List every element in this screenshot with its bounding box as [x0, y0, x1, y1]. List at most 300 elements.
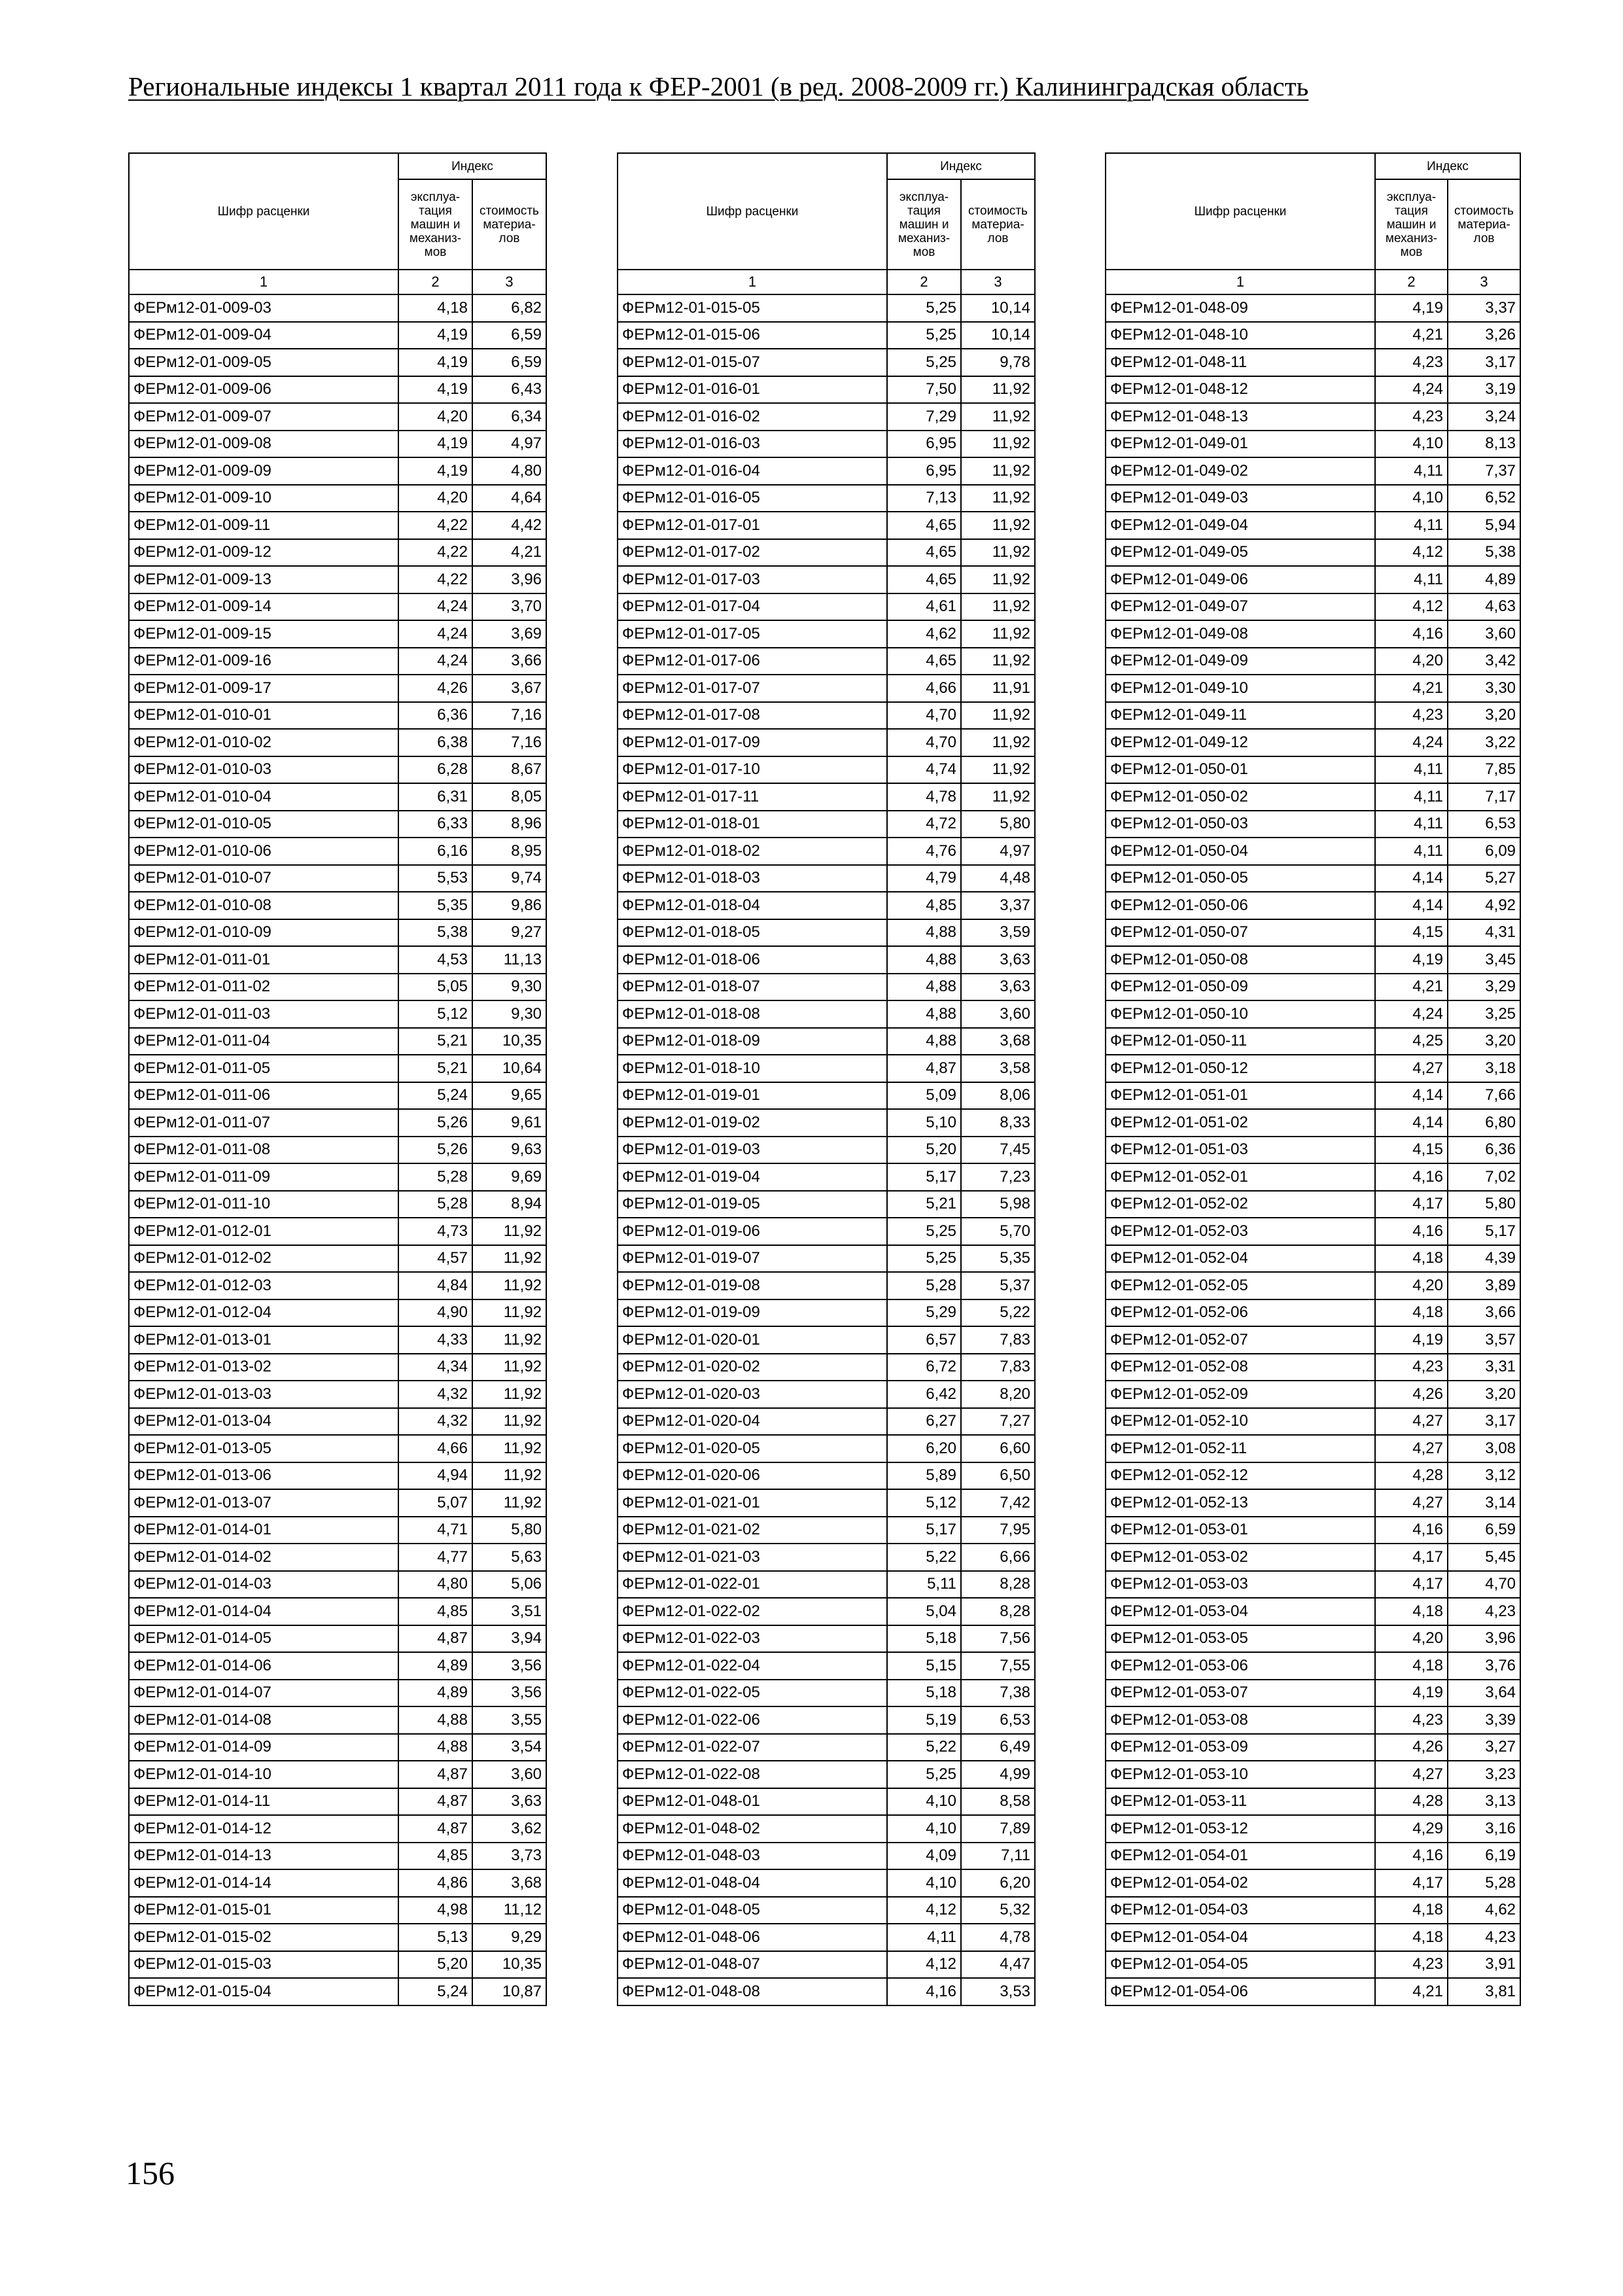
- table-row: [618, 1272, 1035, 1299]
- column-number-2: 2: [1375, 270, 1448, 294]
- machines-index-cell: 4,24: [398, 620, 472, 648]
- materials-index-cell: 9,74: [472, 865, 546, 892]
- materials-index-cell: 3,66: [472, 648, 546, 675]
- table-row: [618, 1924, 1035, 1951]
- rate-code-cell: ФЕРм12-01-019-07: [618, 1245, 887, 1273]
- rate-code-cell: ФЕРм12-01-017-08: [618, 702, 887, 730]
- materials-index-cell: 11,92: [961, 566, 1035, 593]
- table-row: [129, 702, 546, 730]
- machines-index-cell: 4,19: [398, 457, 472, 485]
- machines-index-cell: 4,27: [1375, 1435, 1448, 1462]
- rate-code-cell: ФЕРм12-01-011-04: [129, 1028, 398, 1055]
- rate-code-cell: ФЕРм12-01-048-04: [618, 1869, 887, 1897]
- rate-code-cell: ФЕРм12-01-013-05: [129, 1435, 398, 1462]
- table-row: [618, 1163, 1035, 1191]
- table-row: [129, 1000, 546, 1028]
- materials-index-cell: 3,37: [1448, 294, 1520, 322]
- machines-index-cell: 4,34: [398, 1354, 472, 1381]
- machines-index-cell: 4,12: [1375, 593, 1448, 621]
- rate-code-cell: ФЕРм12-01-010-02: [129, 729, 398, 756]
- rate-code-cell: ФЕРм12-01-016-04: [618, 457, 887, 485]
- table-row: [1106, 1706, 1520, 1734]
- table-row: [618, 1815, 1035, 1843]
- index-header: Индекс: [887, 153, 1035, 179]
- machines-index-cell: 4,20: [398, 485, 472, 512]
- table-row: [129, 1517, 546, 1544]
- rate-code-cell: ФЕРм12-01-010-04: [129, 783, 398, 811]
- machines-index-cell: 4,94: [398, 1462, 472, 1490]
- machines-index-cell: 4,16: [1375, 1163, 1448, 1191]
- machines-index-cell: 4,88: [887, 1000, 961, 1028]
- rate-code-cell: ФЕРм12-01-009-14: [129, 593, 398, 621]
- machines-index-cell: 4,18: [1375, 1299, 1448, 1327]
- machines-index-cell: 4,73: [398, 1218, 472, 1245]
- materials-index-cell: 4,62: [1448, 1897, 1520, 1924]
- machines-index-cell: 5,53: [398, 865, 472, 892]
- rate-code-cell: ФЕРм12-01-050-10: [1106, 1000, 1375, 1028]
- rate-code-cell: ФЕРм12-01-053-10: [1106, 1761, 1375, 1788]
- rate-code-cell: ФЕРм12-01-052-06: [1106, 1299, 1375, 1327]
- machines-index-cell: 4,23: [1375, 1951, 1448, 1979]
- rate-code-cell: ФЕРм12-01-049-04: [1106, 512, 1375, 539]
- table-row: [618, 675, 1035, 702]
- table-row: [1106, 1625, 1520, 1653]
- page-number: 156: [126, 2155, 175, 2191]
- rate-code-cell: ФЕРм12-01-053-09: [1106, 1734, 1375, 1761]
- table-row: [129, 1245, 546, 1273]
- rate-code-cell: ФЕРм12-01-013-06: [129, 1462, 398, 1490]
- materials-index-cell: 3,59: [961, 919, 1035, 947]
- rate-code-cell: ФЕРм12-01-009-04: [129, 322, 398, 349]
- rate-code-cell: ФЕРм12-01-020-01: [618, 1326, 887, 1354]
- rate-code-cell: ФЕРм12-01-052-04: [1106, 1245, 1375, 1273]
- rate-code-cell: ФЕРм12-01-010-01: [129, 702, 398, 730]
- rate-code-cell: ФЕРм12-01-019-05: [618, 1191, 887, 1218]
- rate-code-cell: ФЕРм12-01-053-07: [1106, 1680, 1375, 1707]
- rate-code-cell: ФЕРм12-01-012-03: [129, 1272, 398, 1299]
- materials-index-cell: 11,12: [472, 1897, 546, 1924]
- materials-index-cell: 3,58: [961, 1055, 1035, 1082]
- table-row: [129, 1354, 546, 1381]
- machines-index-cell: 5,28: [398, 1163, 472, 1191]
- machines-index-cell: 4,11: [1375, 783, 1448, 811]
- materials-index-cell: 8,06: [961, 1082, 1035, 1110]
- machines-index-cell: 4,71: [398, 1517, 472, 1544]
- rate-code-cell: ФЕРм12-01-009-12: [129, 539, 398, 567]
- machines-index-cell: 4,15: [1375, 1137, 1448, 1164]
- materials-index-cell: 5,80: [961, 811, 1035, 838]
- machines-index-cell: 4,20: [398, 403, 472, 431]
- rate-code-cell: ФЕРм12-01-017-05: [618, 620, 887, 648]
- machines-index-cell: 4,77: [398, 1544, 472, 1571]
- rate-code-cell: ФЕРм12-01-009-11: [129, 512, 398, 539]
- materials-index-cell: 11,92: [961, 620, 1035, 648]
- table-row: [618, 1408, 1035, 1436]
- machines-index-cell: 4,85: [398, 1598, 472, 1625]
- machines-index-cell: 4,21: [1375, 322, 1448, 349]
- materials-index-cell: 7,45: [961, 1137, 1035, 1164]
- table-row: [1106, 1978, 1520, 2005]
- machines-index-cell: 5,18: [887, 1625, 961, 1653]
- table-row: [618, 729, 1035, 756]
- table-row: [618, 1435, 1035, 1462]
- rate-code-cell: ФЕРм12-01-053-11: [1106, 1788, 1375, 1816]
- rate-code-cell: ФЕРм12-01-009-10: [129, 485, 398, 512]
- table-row: [618, 1218, 1035, 1245]
- rate-code-cell: ФЕРм12-01-050-08: [1106, 946, 1375, 974]
- rate-code-cell: ФЕРм12-01-009-03: [129, 294, 398, 322]
- table-row: [129, 946, 546, 974]
- machines-index-cell: 5,26: [398, 1137, 472, 1164]
- table-row: [129, 403, 546, 431]
- materials-index-cell: 11,92: [472, 1435, 546, 1462]
- materials-index-cell: 3,22: [1448, 729, 1520, 756]
- table-row: [618, 648, 1035, 675]
- rate-code-cell: ФЕРм12-01-009-17: [129, 675, 398, 702]
- machines-index-cell: 6,95: [887, 431, 961, 458]
- machines-index-cell: 4,57: [398, 1245, 472, 1273]
- machines-index-cell: 4,74: [887, 756, 961, 784]
- materials-index-cell: 5,28: [1448, 1869, 1520, 1897]
- materials-index-cell: 7,83: [961, 1354, 1035, 1381]
- table-row: [1106, 349, 1520, 376]
- rate-code-cell: ФЕРм12-01-011-01: [129, 946, 398, 974]
- table-row: [1106, 1924, 1520, 1951]
- materials-index-cell: 5,35: [961, 1245, 1035, 1273]
- rate-code-cell: ФЕРм12-01-010-06: [129, 838, 398, 865]
- machines-index-cell: 4,98: [398, 1897, 472, 1924]
- rate-code-cell: ФЕРм12-01-019-01: [618, 1082, 887, 1110]
- table-row: [1106, 566, 1520, 593]
- table-row: [129, 919, 546, 947]
- rate-code-cell: ФЕРм12-01-012-01: [129, 1218, 398, 1245]
- machines-index-cell: 4,11: [1375, 756, 1448, 784]
- rate-code-cell: ФЕРм12-01-015-03: [129, 1951, 398, 1979]
- table-row: [618, 1625, 1035, 1653]
- rate-code-cell: ФЕРм12-01-009-16: [129, 648, 398, 675]
- materials-index-cell: 3,08: [1448, 1435, 1520, 1462]
- materials-index-cell: 3,60: [1448, 620, 1520, 648]
- machines-index-cell: 4,23: [1375, 1354, 1448, 1381]
- machines-index-cell: 4,62: [887, 620, 961, 648]
- materials-index-cell: 3,81: [1448, 1978, 1520, 2005]
- materials-index-cell: 9,29: [472, 1924, 546, 1951]
- table-row: [1106, 1652, 1520, 1680]
- machines-index-cell: 5,29: [887, 1299, 961, 1327]
- machines-index-cell: 4,14: [1375, 1109, 1448, 1137]
- table-row: [618, 1191, 1035, 1218]
- materials-index-cell: 3,39: [1448, 1706, 1520, 1734]
- materials-index-cell: 9,30: [472, 1000, 546, 1028]
- materials-index-cell: 3,66: [1448, 1299, 1520, 1327]
- machines-index-cell: 5,15: [887, 1652, 961, 1680]
- machines-index-cell: 4,87: [398, 1761, 472, 1788]
- rate-code-cell: ФЕРм12-01-049-03: [1106, 485, 1375, 512]
- table-row: [129, 1869, 546, 1897]
- table-row: [1106, 648, 1520, 675]
- column-number-1: 1: [129, 270, 398, 294]
- table-row: [1106, 865, 1520, 892]
- rate-code-cell: ФЕРм12-01-017-04: [618, 593, 887, 621]
- table-row: [1106, 1462, 1520, 1490]
- table-row: [618, 811, 1035, 838]
- table-body: [129, 294, 546, 2005]
- machines-index-cell: 4,32: [398, 1381, 472, 1408]
- materials-index-cell: 5,27: [1448, 865, 1520, 892]
- machines-index-cell: 4,85: [398, 1843, 472, 1870]
- materials-index-cell: 9,86: [472, 892, 546, 919]
- materials-index-cell: 6,59: [1448, 1517, 1520, 1544]
- table-row: [129, 1680, 546, 1707]
- machines-index-cell: 5,35: [398, 892, 472, 919]
- rate-code-cell: ФЕРм12-01-010-05: [129, 811, 398, 838]
- machines-index-cell: 4,26: [1375, 1381, 1448, 1408]
- machines-index-cell: 4,66: [887, 675, 961, 702]
- rate-code-cell: ФЕРм12-01-018-08: [618, 1000, 887, 1028]
- rate-code-cell: ФЕРм12-01-015-04: [129, 1978, 398, 2005]
- machines-header: эксплуа- тация машин и механиз- мов: [887, 179, 961, 270]
- table-row: [1106, 1571, 1520, 1598]
- machines-index-cell: 4,87: [398, 1788, 472, 1816]
- table-row: [129, 1109, 546, 1137]
- materials-index-cell: 5,22: [961, 1299, 1035, 1327]
- machines-index-cell: 4,27: [1375, 1055, 1448, 1082]
- machines-index-cell: 4,11: [1375, 838, 1448, 865]
- machines-index-cell: 4,16: [1375, 1218, 1448, 1245]
- machines-index-cell: 5,12: [887, 1489, 961, 1517]
- rate-code-cell: ФЕРм12-01-022-04: [618, 1652, 887, 1680]
- materials-index-cell: 6,36: [1448, 1137, 1520, 1164]
- machines-index-cell: 4,21: [1375, 974, 1448, 1001]
- materials-index-cell: 7,83: [961, 1326, 1035, 1354]
- table-row: [618, 1951, 1035, 1979]
- table-row: [1106, 974, 1520, 1001]
- table-row: [129, 294, 546, 322]
- table-row: [618, 1245, 1035, 1273]
- table-row: [129, 865, 546, 892]
- table-row: [129, 1951, 546, 1979]
- machines-index-cell: 4,66: [398, 1435, 472, 1462]
- table-row: [618, 1462, 1035, 1490]
- table-row: [1106, 539, 1520, 567]
- machines-index-cell: 4,19: [1375, 1680, 1448, 1707]
- materials-index-cell: 6,43: [472, 376, 546, 404]
- rate-code-cell: ФЕРм12-01-010-03: [129, 756, 398, 784]
- table-row: [618, 974, 1035, 1001]
- machines-index-cell: 4,27: [1375, 1408, 1448, 1436]
- machines-index-cell: 4,29: [1375, 1815, 1448, 1843]
- machines-index-cell: 5,28: [398, 1191, 472, 1218]
- table-row: [1106, 1082, 1520, 1110]
- machines-index-cell: 4,80: [398, 1571, 472, 1598]
- table-row: [618, 512, 1035, 539]
- table-row: [129, 1761, 546, 1788]
- rate-code-cell: ФЕРм12-01-021-02: [618, 1517, 887, 1544]
- table-row: [618, 376, 1035, 404]
- rate-code-cell: ФЕРм12-01-054-06: [1106, 1978, 1375, 2005]
- rate-code-cell: ФЕРм12-01-050-12: [1106, 1055, 1375, 1082]
- rate-code-cell: ФЕРм12-01-015-01: [129, 1897, 398, 1924]
- materials-index-cell: 11,92: [472, 1245, 546, 1273]
- materials-index-cell: 3,17: [1448, 349, 1520, 376]
- rate-code-cell: ФЕРм12-01-022-01: [618, 1571, 887, 1598]
- rate-code-cell: ФЕРм12-01-014-01: [129, 1517, 398, 1544]
- rate-code-cell: ФЕРм12-01-048-06: [618, 1924, 887, 1951]
- machines-index-cell: 4,18: [1375, 1924, 1448, 1951]
- machines-index-cell: 5,11: [887, 1571, 961, 1598]
- materials-index-cell: 11,92: [472, 1272, 546, 1299]
- materials-index-cell: 7,16: [472, 729, 546, 756]
- rate-code-cell: ФЕРм12-01-010-07: [129, 865, 398, 892]
- rate-code-cell: ФЕРм12-01-014-12: [129, 1815, 398, 1843]
- materials-index-cell: 4,92: [1448, 892, 1520, 919]
- machines-index-cell: 4,18: [1375, 1897, 1448, 1924]
- rate-code-cell: ФЕРм12-01-011-09: [129, 1163, 398, 1191]
- table-row: [1106, 1326, 1520, 1354]
- materials-index-cell: 3,30: [1448, 675, 1520, 702]
- materials-index-cell: 3,56: [472, 1652, 546, 1680]
- table-row: [129, 1326, 546, 1354]
- table-row: [129, 1163, 546, 1191]
- materials-index-cell: 4,80: [472, 457, 546, 485]
- table-row: [618, 702, 1035, 730]
- table-row: [1106, 512, 1520, 539]
- materials-index-cell: 11,92: [472, 1462, 546, 1490]
- machines-index-cell: 4,65: [887, 648, 961, 675]
- table-row: [129, 729, 546, 756]
- machines-index-cell: 4,88: [887, 946, 961, 974]
- machines-index-cell: 4,11: [1375, 811, 1448, 838]
- rate-code-cell: ФЕРм12-01-053-06: [1106, 1652, 1375, 1680]
- materials-index-cell: 9,61: [472, 1109, 546, 1137]
- rate-code-cell: ФЕРм12-01-048-08: [618, 1978, 887, 2005]
- rate-code-cell: ФЕРм12-01-011-03: [129, 1000, 398, 1028]
- materials-index-cell: 10,35: [472, 1028, 546, 1055]
- table-row: [1106, 1815, 1520, 1843]
- materials-index-cell: 11,92: [472, 1326, 546, 1354]
- rate-code-cell: ФЕРм12-01-014-02: [129, 1544, 398, 1571]
- materials-index-cell: 11,92: [961, 756, 1035, 784]
- materials-index-cell: 3,53: [961, 1978, 1035, 2005]
- materials-index-cell: 3,68: [472, 1869, 546, 1897]
- rate-code-cell: ФЕРм12-01-049-01: [1106, 431, 1375, 458]
- column-number-3: 3: [472, 270, 546, 294]
- machines-index-cell: 5,17: [887, 1163, 961, 1191]
- rate-code-cell: ФЕРм12-01-012-04: [129, 1299, 398, 1327]
- table-row: [1106, 1869, 1520, 1897]
- materials-index-cell: 3,18: [1448, 1055, 1520, 1082]
- machines-index-cell: 5,20: [398, 1951, 472, 1979]
- rate-code-cell: ФЕРм12-01-052-03: [1106, 1218, 1375, 1245]
- machines-index-cell: 4,88: [398, 1706, 472, 1734]
- machines-index-cell: 4,16: [1375, 1517, 1448, 1544]
- machines-index-cell: 4,32: [398, 1408, 472, 1436]
- table-row: [1106, 1761, 1520, 1788]
- materials-index-cell: 8,94: [472, 1191, 546, 1218]
- machines-index-cell: 4,33: [398, 1326, 472, 1354]
- table-row: [129, 648, 546, 675]
- materials-index-cell: 5,98: [961, 1191, 1035, 1218]
- machines-index-cell: 4,22: [398, 512, 472, 539]
- materials-index-cell: 7,56: [961, 1625, 1035, 1653]
- materials-index-cell: 5,70: [961, 1218, 1035, 1245]
- materials-index-cell: 4,23: [1448, 1598, 1520, 1625]
- table-row: [129, 1652, 546, 1680]
- materials-index-cell: 3,14: [1448, 1489, 1520, 1517]
- table-row: [129, 1625, 546, 1653]
- rate-code-cell: ФЕРм12-01-022-03: [618, 1625, 887, 1653]
- materials-index-cell: 4,42: [472, 512, 546, 539]
- materials-index-cell: 3,67: [472, 675, 546, 702]
- materials-index-cell: 3,23: [1448, 1761, 1520, 1788]
- materials-index-cell: 5,37: [961, 1272, 1035, 1299]
- machines-index-cell: 5,21: [887, 1191, 961, 1218]
- table-row: [618, 593, 1035, 621]
- rate-code-cell: ФЕРм12-01-050-01: [1106, 756, 1375, 784]
- rate-code-cell: ФЕРм12-01-052-07: [1106, 1326, 1375, 1354]
- rate-code-cell: ФЕРм12-01-017-07: [618, 675, 887, 702]
- materials-index-cell: 10,64: [472, 1055, 546, 1082]
- rate-code-cell: ФЕРм12-01-019-09: [618, 1299, 887, 1327]
- machines-index-cell: 5,09: [887, 1082, 961, 1110]
- table-row: [129, 756, 546, 784]
- rate-code-cell: ФЕРм12-01-052-05: [1106, 1272, 1375, 1299]
- materials-index-cell: 11,92: [961, 376, 1035, 404]
- materials-index-cell: 3,31: [1448, 1354, 1520, 1381]
- table-row: [1106, 702, 1520, 730]
- rate-code-cell: ФЕРм12-01-052-09: [1106, 1381, 1375, 1408]
- materials-index-cell: 6,34: [472, 403, 546, 431]
- table-row: [1106, 729, 1520, 756]
- table-row: [129, 485, 546, 512]
- materials-index-cell: 7,02: [1448, 1163, 1520, 1191]
- table-row: [129, 1272, 546, 1299]
- table-row: [129, 322, 546, 349]
- materials-index-cell: 7,37: [1448, 457, 1520, 485]
- rate-code-cell: ФЕРм12-01-020-04: [618, 1408, 887, 1436]
- materials-index-cell: 8,20: [961, 1381, 1035, 1408]
- rate-code-cell: ФЕРм12-01-052-02: [1106, 1191, 1375, 1218]
- machines-index-cell: 4,14: [1375, 892, 1448, 919]
- materials-header: стоимость материа- лов: [472, 179, 546, 270]
- table-row: [129, 620, 546, 648]
- materials-index-cell: 8,28: [961, 1571, 1035, 1598]
- table-body: [618, 294, 1035, 2005]
- rate-code-cell: ФЕРм12-01-013-04: [129, 1408, 398, 1436]
- materials-index-cell: 3,96: [1448, 1625, 1520, 1653]
- materials-index-cell: 9,65: [472, 1082, 546, 1110]
- machines-index-cell: 5,22: [887, 1734, 961, 1761]
- materials-index-cell: 3,12: [1448, 1462, 1520, 1490]
- materials-index-cell: 3,29: [1448, 974, 1520, 1001]
- materials-index-cell: 3,13: [1448, 1788, 1520, 1816]
- materials-index-cell: 7,16: [472, 702, 546, 730]
- materials-index-cell: 8,13: [1448, 431, 1520, 458]
- table-row: [129, 349, 546, 376]
- rate-code-cell: ФЕРм12-01-018-05: [618, 919, 887, 947]
- rate-code-cell: ФЕРм12-01-019-04: [618, 1163, 887, 1191]
- materials-index-cell: 7,89: [961, 1815, 1035, 1843]
- table-row: [1106, 811, 1520, 838]
- rate-code-cell: ФЕРм12-01-013-07: [129, 1489, 398, 1517]
- table-row: [1106, 1544, 1520, 1571]
- rate-code-cell: ФЕРм12-01-010-09: [129, 919, 398, 947]
- table-row: [1106, 1788, 1520, 1816]
- machines-index-cell: 4,20: [1375, 1625, 1448, 1653]
- materials-index-cell: 3,17: [1448, 1408, 1520, 1436]
- rate-code-cell: ФЕРм12-01-048-10: [1106, 322, 1375, 349]
- machines-index-cell: 4,26: [1375, 1734, 1448, 1761]
